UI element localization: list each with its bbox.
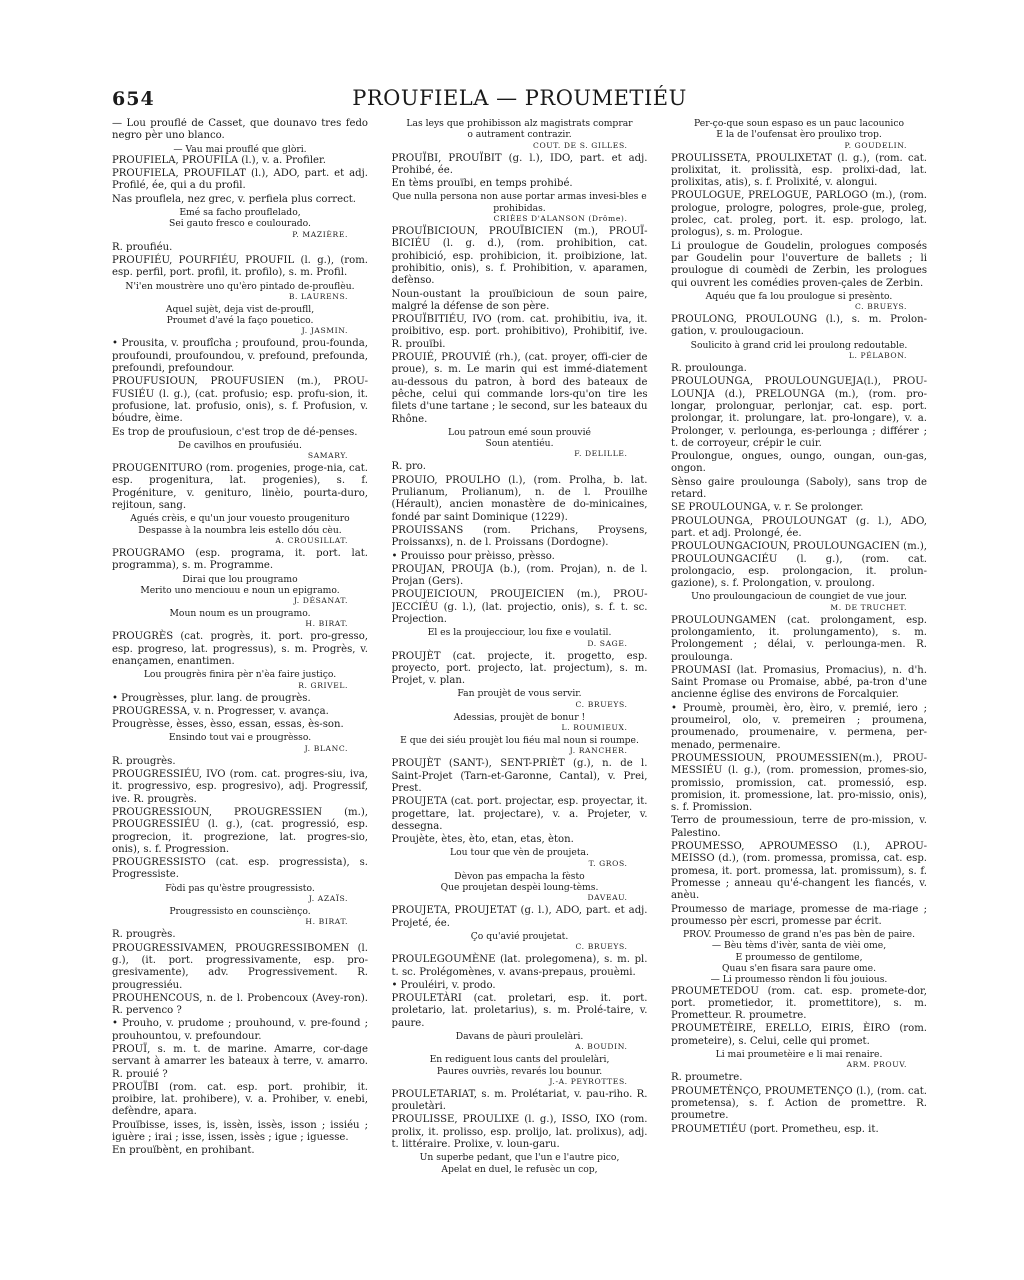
attribution: C. BRUEYS. — [575, 699, 628, 709]
quotation-line: Sei gauto fresco e coulourado. — [169, 218, 311, 230]
quotation-line: Aquel sujèt, deja vist de-proufll, — [165, 303, 315, 315]
quotation-line: Davans de pàuri proulelàri. — [455, 1031, 584, 1042]
attribution: F. DELILLE. — [574, 449, 628, 459]
quotation-line: Adessias, proujèt de bonur ! — [453, 711, 586, 723]
entry-paragraph: PROUJETA (cat. port. projectar, esp. proyectar, it. progettare, lat. projectare), v. a. Projeter, v. dessegna. — [391, 796, 648, 832]
quotation-line: — Vau mai prouflé que glòri. — [173, 143, 307, 155]
entry-paragraph: PROUGENITURO (rom. progenies, proge-nia, cat. esp. progenitura, lat. progenies), s. f. Progéniture, v. geniturо, linèio, pourta-duro, rejitoun, sang. — [112, 463, 368, 512]
entry-paragraph: PROUFIELA, PROUFILAT (l.), ADO, part. et adj. Profilé, ée, qui a du profil. — [112, 168, 368, 192]
quotation-line: Paures ouvriès, revarés lou bounur. — [436, 1065, 603, 1077]
entry-paragraph: PROULOGUE, PRELOGUE, PARLOGO (m.), (rom. prologue, prologre, pologres, prole-gue, proleg, prolec, cat. proleg, port. it. esp. prologo, lat. prologus), s. m. Prologue. — [671, 190, 927, 239]
entry-paragraph: • Proumè, proumèi, èro, èiro, v. premié, iero ; proumeirol, olo, v. premeiren ; proumena, proumenado, proumenaire, v. permena, per-menado, permenaire. — [671, 702, 927, 751]
entry-paragraph: • Prouisso pour prèisso, prèsso. — [391, 550, 555, 562]
attribution: H. BIRAT. — [305, 917, 348, 927]
quotation-line: — Li proumesso rèndon li fòu jouious. — [710, 974, 888, 986]
entry-paragraph: PROUGRESSIOUN, PROUGRESSIEN (m.), PROUGRESSIÉU (l. g.), (cat. progressió, esp. progrecion, it. progrezione, lat. progres-sio, onis), s. f. Progression. — [112, 806, 368, 855]
quotation-line: Despasse à la noumbra leis estello dóu cèu. — [138, 524, 342, 536]
entry-paragraph: Terro de proumessioun, terre de pro-mission, v. Palestino. — [671, 815, 927, 839]
attribution: J. AZAÏS. — [308, 894, 348, 904]
attribution: CRIÈES D'ALANSON (Drôme). — [493, 214, 628, 224]
quotation-line: En rediguent lous cants del proulelàri, — [429, 1054, 610, 1066]
entry-paragraph: Proujète, ètes, èto, etan, etas, èton. — [391, 834, 574, 846]
quotation-line: Per-ço-que soun espaso es un pauc lacounico — [693, 118, 905, 129]
quotation-line: De cavilhos en proufusiéu. — [178, 439, 302, 451]
attribution: T. GROS. — [588, 858, 628, 868]
attribution: SAMARY. — [307, 451, 348, 461]
entry-paragraph: • Prouho, v. prudome ; prouhound, v. pre-found ; prouhountou, v. prefoundour. — [112, 1018, 368, 1042]
quotation-line: Emé sa facho prouflelado, — [179, 207, 301, 219]
quotation-line: Lou patroun emé soun prouvié — [448, 426, 591, 438]
entry-paragraph: Proumesso de mariage, promesse de ma-riage ; proumesso pèr escri, promesse par écrit. — [671, 903, 927, 927]
quotation-line: Que proujetan despèi loung-tèms. — [440, 882, 599, 894]
quotation-line: Lou prougrès finira pèr n'èa faire justiço. — [143, 669, 337, 681]
entry-paragraph: PROUGRAMO (esp. programa, it. port. lat. programma), s. m. Programme. — [112, 547, 368, 572]
attribution: A. CROUSILLAT. — [275, 535, 348, 545]
attribution: J. BLANC. — [304, 743, 348, 753]
quotation-line: Merito uno menciouu e noun un epigramo. — [140, 584, 340, 596]
quotation-line: Li mai proumetèire e li mai renaire. — [715, 1049, 883, 1061]
quotation-line: Que nulla persona non ause portar armas invesi-bles e prohibidas. — [392, 191, 647, 214]
entry-paragraph: PROUHENCOUS, n. de l. Probencoux (Avey-ron). R. pervenco ? — [112, 992, 368, 1017]
attribution: R. GRIVEL. — [298, 680, 348, 690]
entry-paragraph: PROULOUNGA, PROULOUNGAT (g. l.), ADO, part. et adj. Prolongé, ée. — [671, 515, 927, 539]
entry-paragraph: PROUJEICIOUN, PROUJEICIEN (m.), PROU-JECCIÉU (g. l.), (lat. projectio, onis), s. f. t. sc. Projection. — [391, 589, 648, 625]
entry-paragraph: SE PROULOUNGA, v. r. Se prolonger. — [671, 502, 864, 514]
entry-paragraph: PROUÏBI, PROUÏBIT (g. l.), IDO, part. et adj. Prohibé, ée. — [391, 152, 648, 176]
entry-paragraph: PROUMETEDOU (rom. cat. esp. promete-dor, port. prometiedor, it. promettitore), s. m. Prometteur. R. proumetre. — [671, 985, 927, 1022]
quotation-line: Proumet d'avé la faço pouetico. — [166, 315, 314, 327]
attribution: H. BIRAT. — [305, 619, 348, 629]
entry-paragraph: R. proumetre. — [671, 1072, 743, 1084]
entry-paragraph: PROUGRÈS (cat. progrès, it. port. pro-gresso, esp. progreso, lat. progressus), s. m. Progrès, v. enançamen, enantimen. — [112, 631, 368, 667]
entry-paragraph: PROUÏBICIOUN, PROUÏBICIEN (m.), PROUÏ-BICIÉU (l. g. d.), (rom. prohibition, cat. prohibició, esp. prohibicion, it. proibizione, lat. prohibitio, onis), s. f. Prohibition, v. aparamen, defènso. — [391, 226, 648, 287]
entry-paragraph: PROUJAN, PROUJA (b.), (rom. Projan), n. de l. Projan (Gers). — [391, 563, 648, 588]
entry-paragraph: PROULETÀRI (cat. proletari, esp. it. port. proletario, lat. proletarius), s. m. Prolé-taire, v. paure. — [391, 993, 648, 1029]
entry-paragraph: PROUMASI (lat. Promasius, Promacius), n. d'h. Saint Promase ou Promaise, abbé, pa-tron d'une ancienne église des environs de Forcalquier. — [671, 664, 927, 701]
text-columns — [112, 118, 927, 1208]
entry-paragraph: Es trop de proufusioun, c'est trop de dé-penses. — [112, 426, 358, 438]
quotation-line: E que dei siéu proujèt lou fiéu mal noun si roumpe. — [400, 735, 639, 747]
entry-paragraph: PROUMETIÉU (port. Prometheu, esp. it. — [671, 1123, 879, 1135]
entry-paragraph: Sènso gaire proulounga (Saboly), sans trop de retard. — [671, 476, 927, 501]
attribution: M. DE TRUCHET. — [830, 602, 907, 612]
entry-paragraph: PROUMETÈNÇO, PROUMETENÇO (l.), (rom. cat. prometensa), s. f. Action de promettre. R. proumetre. — [671, 1085, 927, 1122]
page-number: 654 — [112, 88, 155, 110]
quotation-line: E la de l'oufensat èro proulixo trop. — [716, 129, 882, 141]
entry-paragraph: PROUJETA, PROUJETAT (g. l.), ADO, part. et adj. Projeté, ée. — [391, 905, 648, 929]
entry-paragraph: PROUJÈT (cat. projecte, it. progetto, esp. proyecto, port. projecto, lat. projectum), s. m. Projet, v. plan. — [391, 650, 648, 687]
attribution: J.-A. PEYROTTES. — [549, 1076, 628, 1086]
attribution: P. GOUDELIN. — [844, 140, 907, 150]
column-middle — [392, 118, 648, 1208]
quotation-line: E proumesso de gentilome, — [735, 951, 863, 963]
entry-paragraph: PROUMESSIOUN, PROUMESSIEN(m.), PROU-MESSIÉU (l. g.), (rom. promession, promes-sio, promissio, promission, cat. promessió, esp. promision, it. promessione, lat. pro-missio, onis), s. f. Promission. — [671, 752, 927, 814]
entry-paragraph: • Prouléiri, v. prodo. — [391, 979, 496, 991]
entry-paragraph: PROULOUNGACIOUN, PROULOUNGACIEN (m.), PROULOUNGACIÉU (l. g.), (rom. cat. prolongacio, esp. prolongacion, it. prolun-gazione), s. f. Prolongation, v. proulong. — [671, 541, 927, 590]
entry-paragraph: PROUIO, PROULHO (l.), (rom. Prolha, b. lat. Prulianum, Prolianum), n. de l. Prouilhe (Hérault), ancien monastère de do-minicaines, fondé par saint Dominique (1229). — [391, 474, 648, 523]
quotation-line: N'i'en moustrère uno qu'èro pintado de-prouflèu. — [125, 280, 355, 292]
entry-paragraph: PROULISSETA, PROULIXETAT (l. g.), (rom. cat. prolixitat, it. prolissità, esp. prolixi-dad, lat. prolixitas, atis), s. f. Prolixité, v. alongui. — [671, 152, 927, 189]
entry-paragraph: PROULEGOUMÈNE (lat. prolegomena), s. m. pl. t. sc. Prolégomènes, v. avans-prepaus, prouèmi. — [391, 954, 648, 978]
quotation-line: o autrament contrazir. — [467, 129, 572, 141]
entry-paragraph: Prougrèsse, èsses, èsso, essan, essas, ès-son. — [112, 719, 344, 731]
quotation-line: Dirai que lou prougramo — [182, 573, 298, 585]
entry-paragraph: Proulongue, ongues, oungo, oungan, oun-gas, ongon. — [671, 451, 927, 475]
entry-paragraph: • Prougrèsses, plur. lang. de prougrès. — [112, 692, 311, 704]
entry-paragraph: PROUIÉ, PROUVIÉ (rh.), (cat. proyer, offi-cier de proue), s. m. Le marin qui est immé-diatement au-dessous du patron, à bord des bateaux de pêche, celui qui commande lors-qu'on tire les filets d'une tartane ; le second, sur les bateaux du Rhône. — [391, 352, 648, 425]
entry-paragraph: PROUGRESSISTO (cat. esp. progressista), s. Progressiste. — [112, 857, 368, 881]
entry-paragraph: PROUÏ, s. m. t. de marine. Amarre, cor-dage servant à amarrer les bateaux à terre, v. amarro. R. prouié ? — [112, 1044, 368, 1080]
quotation-line: Moun noum es un prougramo. — [169, 608, 311, 620]
entry-paragraph: R. prougrès. — [112, 929, 176, 941]
entry-paragraph: PROUÏBITIÉU, IVO (rom. cat. prohibitiu, iva, it. proibitivo, esp. port. prohibitivo), Prohibitif, ive. R. prouïbi. — [391, 314, 648, 350]
attribution: L. ROUMIEUX. — [561, 723, 628, 733]
quotation-line: Las leys que prohibisson alz magistrats comprar — [406, 118, 633, 129]
entry-paragraph: PROULISSE, PROULIXE (l. g.), ISSO, IXO (rom. prolix, it. prolisso, esp. prolijo, lat. prolixus), adj. t. littéraire. Prolixe, v. loun-garu. — [391, 1114, 648, 1151]
entry-paragraph: R. proufiéu. — [112, 241, 173, 253]
entry-paragraph: • Prousita, v. proufîcha ; proufound, prou-founda, proufoundi, proufoundou, v. prefound, prefounda, prefoundi, prefoundour. — [112, 338, 368, 375]
entry-paragraph: PROUMETÈIRE, ERELLO, EIRIS, ÈIRO (rom. prometeire), s. Celui, celle qui promet. — [671, 1023, 927, 1047]
entry-paragraph: PROUGRESSIVAMEN, PROUGRESSIBOMEN (l. g.), (it. port. progressivamente, esp. pro-gresivamente), adv. Progressivement. R. prougressiéu. — [112, 942, 368, 991]
quotation-line: El es la proujecciour, lou fixe e voulatil. — [427, 627, 612, 639]
column-left — [112, 118, 368, 1208]
quotation-line: Apelat en duel, le refusèc un cop, — [441, 1163, 598, 1175]
attribution: ARM. PROUV. — [846, 1060, 907, 1070]
page-header — [112, 86, 927, 116]
quotation-line: Lou tour que vèn de proujeta. — [450, 847, 589, 859]
attribution: J. DÉSANAT. — [293, 596, 348, 606]
quotation-line: Ço qu'avié proujetat. — [470, 930, 569, 942]
entry-paragraph: — Lou prouflé de Casset, que dounavo tres fedo negro pèr uno blanco. — [112, 118, 368, 142]
entry-paragraph: R. prougrès. — [112, 755, 176, 767]
entry-paragraph: En tèms prouïbi, en temps prohibé. — [391, 178, 573, 190]
attribution: C. BRUEYS. — [855, 302, 907, 312]
quotation-line: Un superbe pedant, que l'un e l'autre pico, — [419, 1152, 620, 1164]
entry-paragraph: PROUISSANS (rom. Prichans, Proysens, Proissanxs), n. de l. Proissans (Dordogne). — [391, 524, 648, 549]
quotation-line: Aquéu que fa lou proulogue si presènto. — [705, 290, 893, 302]
quotation-line: Fan proujèt de vous servir. — [457, 688, 582, 700]
attribution: B. LAURENS. — [288, 291, 348, 301]
entry-paragraph: PROUFUSIOUN, PROUFUSIEN (m.), PROU-FUSIÉU (l. g.), (cat. profusio; esp. profu-sion, it. profusione, lat. profusio, onis), s. f. Profusion, v. bóudre, èime. — [112, 376, 368, 425]
entry-paragraph: Li proulogue de Goudelin, prologues composés par Goudelin pour l'ouverture de ballets ; li proulogue di coumèdi de Zerbin, les prologues qui ouvrent les comédies proven-çales de Zerbin. — [671, 240, 927, 289]
attribution: D. SAGE. — [587, 638, 628, 648]
quotation-line: — Bèu tèms d'ivèr, santa de vièi ome, — [711, 940, 887, 952]
quotation-line: Quau s'en fisara sara paure ome. — [722, 963, 876, 974]
entry-paragraph: PROUFIÉU, POURFIÉU, PROUFIL (l. g.), (rom. esp. perfil, port. profil, it. profilo), s. m. Profil. — [112, 254, 368, 279]
running-head: PROUFIELA — PROUMETIÉU — [352, 86, 687, 110]
quotation-line: Soulicito à grand crid lei proulong redoutable. — [690, 339, 908, 351]
attribution: J. JASMIN. — [301, 326, 348, 336]
quotation-line: Prougressisto en counsciènço. — [169, 906, 311, 918]
entry-paragraph: Noun-oustant la prouïbicioun de soun paire, malgré la défense de son père. — [391, 288, 648, 312]
entry-paragraph: PROUGRESSIÉU, IVO (rom. cat. progres-siu, iva, it. progressivo, esp. progresivo), adj. Progressif, ive. R. prougrès. — [112, 769, 368, 805]
quotation-line: Uno prouloungacioun de coungiet de vue jour. — [691, 591, 907, 603]
entry-paragraph: R. proulounga. — [671, 363, 747, 375]
column-right — [671, 118, 927, 1208]
attribution: COUT. DE S. GILLES. — [533, 140, 628, 150]
entry-paragraph: PROUFIELA, PROUFILA (l.), v. a. Profiler. — [112, 154, 326, 166]
entry-paragraph: PROUJÈT (SANT-), SENT-PRIÈT (g.), n. de l. Saint-Projet (Tarn-et-Garonne, Cantal), v. Prei, Prest. — [391, 758, 648, 794]
entry-paragraph: PROUGRESSA, v. n. Progresser, v. avança. — [112, 705, 329, 717]
entry-paragraph: PROULOUNGA, PROULOUNGUEJA(l.), PROU-LOUNJA (d.), PRELOUNGA (m.), (rom. pro-longar, prolonguar, perlonjar, cat. esp. port. prolongar, it. prolungare, lat. pro-longare), v. a. Prolonger, v. perlounga, es-perlounga ; différer ; t. de corroyeur, crépir le cuir. — [671, 376, 927, 449]
entry-paragraph: R. pro. — [391, 461, 426, 473]
entry-paragraph: PROULOUNGAMEN (cat. prolongament, esp. prolongamiento, it. prolungamento), s. m. Prolongement ; délai, v. perlounga-men. R. proulounga. — [671, 614, 927, 663]
quotation-line: PROV. Proumesso de grand n'es pas bèn de paire. — [682, 929, 916, 941]
attribution: DAVEAU. — [587, 893, 628, 903]
entry-paragraph: En prouïbènt, en prohibant. — [112, 1145, 255, 1157]
quotation-line: Fòdi pas qu'èstre prougressisto. — [165, 882, 315, 894]
entry-paragraph: Nas prouflela, nez grec, v. perfiela plus correct. — [112, 193, 356, 205]
attribution: C. BRUEYS. — [575, 942, 628, 952]
attribution: A. BOUDIN. — [575, 1042, 628, 1052]
entry-paragraph: PROULETARIAT, s. m. Prolétariat, v. pau-riho. R. prouletàri. — [391, 1088, 648, 1113]
attribution: J. RANCHER. — [569, 746, 628, 756]
entry-paragraph: PROULONG, PROULOUNG (l.), s. m. Prolon-gation, v. proulougacioun. — [671, 314, 927, 338]
quotation-line: Dèvon pas empacha la fèsto — [454, 870, 585, 882]
quotation-line: Soun atentiéu. — [485, 438, 554, 450]
entry-paragraph: Prouïbisse, isses, is, issèn, issès, isson ; issiéu ; iguère ; irai ; isse, issen, issès ; igue ; iguesse. — [112, 1119, 368, 1144]
attribution: L. PÉLABON. — [848, 351, 907, 361]
quotation-line: Agués crèis, e qu'un jour vouesto prougenituro — [130, 513, 350, 525]
attribution: P. MAZIÈRE. — [292, 229, 348, 239]
entry-paragraph: PROUÏBI (rom. cat. esp. port. prohibir, it. proibire, lat. prohibere), v. a. Prohiber, v. enebi, defèndre, apara. — [112, 1081, 368, 1118]
entry-paragraph: PROUMESSO, APROUMESSO (l.), APROU-MEISSO (d.), (rom. promessa, promissa, cat. esp. promesa, it. port. promessa, lat. promissum), s. f. Promesse ; anneau qu'é-changent les fiancés, v. anèu. — [671, 841, 927, 902]
quotation-line: Ensindo tout vai e prougrèsso. — [168, 732, 312, 744]
